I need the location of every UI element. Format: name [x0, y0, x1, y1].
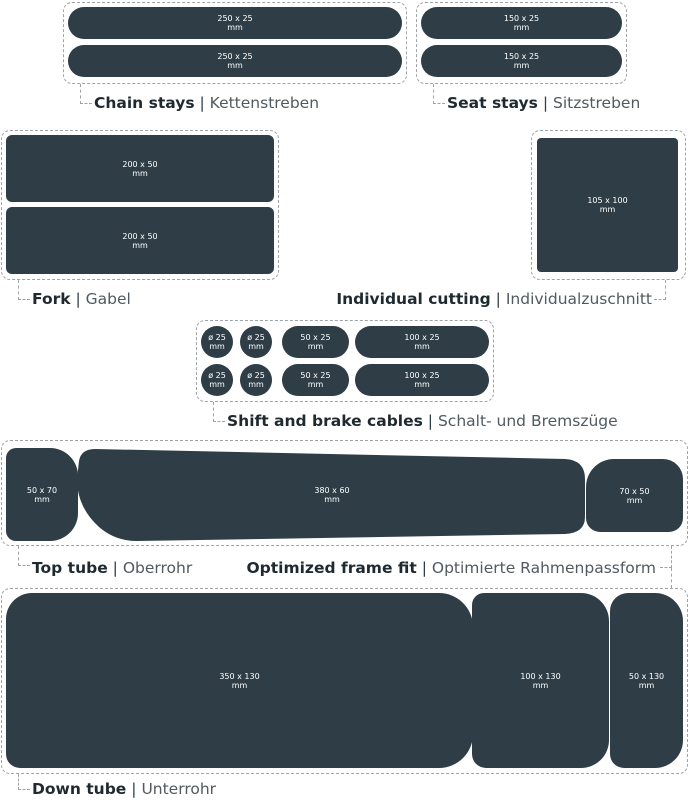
piece-unit: mm	[414, 342, 430, 351]
piece-size: 200 x 50	[122, 231, 158, 241]
fork-piece-1	[6, 135, 274, 202]
piece-unit: mm	[324, 495, 340, 504]
label-separator: |	[131, 780, 137, 798]
label-de: Gabel	[85, 290, 131, 308]
chain-stay-piece-2	[68, 45, 402, 77]
seat-stays-label	[447, 94, 640, 112]
chain-stays-label	[94, 94, 319, 112]
optimized-fit-connector	[660, 546, 672, 568]
piece-size: 250 x 25	[217, 14, 253, 23]
label-de: Optimierte Rahmenpassform	[431, 559, 656, 577]
piece-unit: mm	[132, 168, 148, 178]
seat-stays-connector	[433, 84, 445, 104]
cable-piece-circle-4	[240, 364, 272, 396]
top-tube-connector	[18, 546, 30, 566]
chain-stay-piece-1	[68, 7, 402, 39]
piece-size: 105 x 100	[587, 196, 628, 205]
cable-piece-circle-3	[201, 364, 233, 396]
down-tube-label	[32, 780, 216, 798]
top-tube-piece-left	[6, 448, 78, 541]
label-de: Oberrohr	[122, 559, 193, 577]
label-separator: |	[421, 559, 427, 577]
label-separator: |	[542, 94, 549, 112]
fork-label	[32, 290, 131, 308]
piece-unit: mm	[532, 680, 549, 690]
label-de: Schalt- und Bremszüge	[437, 412, 618, 430]
label-de: Unterrohr	[141, 780, 217, 798]
optimized-fit-connector-lower	[671, 568, 672, 588]
seat-stay-piece-2	[421, 45, 622, 77]
piece-unit: mm	[227, 23, 243, 32]
piece-unit: mm	[513, 61, 530, 70]
piece-unit: mm	[638, 680, 655, 690]
piece-unit: mm	[132, 240, 148, 250]
cable-piece-long-1	[355, 326, 489, 358]
label-de: Sitzstreben	[553, 94, 641, 112]
label-en: Seat stays	[447, 94, 538, 112]
cables-label	[227, 412, 618, 430]
piece-size: 50 x 130	[628, 671, 665, 681]
piece-unit: mm	[307, 380, 324, 389]
cable-piece-circle-1	[201, 326, 233, 358]
cable-piece-small-2	[282, 364, 349, 396]
label-de: Individualzuschnitt	[505, 290, 652, 308]
piece-unit: mm	[209, 342, 225, 351]
piece-size: 100 x 25	[404, 333, 440, 342]
label-en: Shift and brake cables	[227, 412, 423, 430]
piece-unit: mm	[227, 61, 243, 70]
piece-size: 200 x 50	[122, 159, 158, 169]
piece-size: 70 x 50	[619, 486, 650, 496]
piece-size: 150 x 25	[503, 14, 540, 23]
label-en: Top tube	[32, 559, 108, 577]
piece-size: ø 25	[208, 333, 226, 342]
piece-unit: mm	[34, 494, 50, 504]
piece-unit: mm	[626, 495, 643, 505]
piece-unit: mm	[209, 380, 225, 389]
label-en: Down tube	[32, 780, 127, 798]
down-tube-connector	[18, 774, 30, 790]
label-en: Optimized frame fit	[246, 559, 417, 577]
piece-size: 100 x 25	[404, 371, 440, 380]
down-tube-piece-main	[6, 593, 473, 768]
label-separator: |	[427, 412, 434, 430]
piece-size: 50 x 70	[26, 485, 58, 495]
piece-size: 100 x 130	[520, 671, 561, 681]
piece-unit: mm	[248, 380, 264, 389]
individual-cutting-piece	[537, 138, 678, 272]
label-separator: |	[199, 94, 205, 112]
fork-connector	[18, 280, 30, 300]
cable-piece-long-2	[355, 364, 489, 396]
cables-connector	[213, 402, 225, 422]
down-tube-piece-middle	[472, 593, 609, 768]
piece-size: ø 25	[247, 371, 265, 380]
top-tube-label	[32, 559, 192, 577]
top-tube-piece-right	[586, 459, 683, 532]
seat-stay-piece-1	[421, 7, 622, 39]
individual-cutting-label	[336, 290, 652, 308]
label-en: Fork	[32, 290, 71, 308]
label-de: Kettenstreben	[209, 94, 320, 112]
piece-size: ø 25	[247, 333, 265, 342]
piece-size: ø 25	[208, 371, 226, 380]
label-en: Individual cutting	[336, 290, 491, 308]
label-separator: |	[495, 290, 501, 308]
cable-piece-circle-2	[240, 326, 272, 358]
individual-cutting-connector	[654, 280, 666, 300]
piece-unit: mm	[513, 23, 530, 32]
piece-unit: mm	[248, 342, 264, 351]
piece-size: 150 x 25	[503, 52, 540, 61]
label-separator: |	[75, 290, 81, 308]
piece-size: 380 x 60	[314, 486, 350, 495]
cable-piece-small-1	[282, 326, 349, 358]
piece-size: 350 x 130	[219, 671, 260, 681]
down-tube-piece-right	[610, 593, 683, 768]
piece-unit: mm	[307, 342, 324, 351]
piece-size: 50 x 25	[300, 333, 331, 342]
piece-size: 50 x 25	[300, 371, 331, 380]
top-tube-piece-center	[77, 449, 587, 541]
piece-unit: mm	[599, 205, 616, 214]
piece-unit: mm	[414, 380, 430, 389]
optimized-fit-label	[246, 559, 656, 577]
piece-unit: mm	[231, 680, 248, 690]
label-en: Chain stays	[94, 94, 195, 112]
label-separator: |	[112, 559, 118, 577]
piece-size: 250 x 25	[217, 52, 253, 61]
chain-stays-connector	[80, 84, 92, 104]
fork-piece-2	[6, 207, 274, 274]
